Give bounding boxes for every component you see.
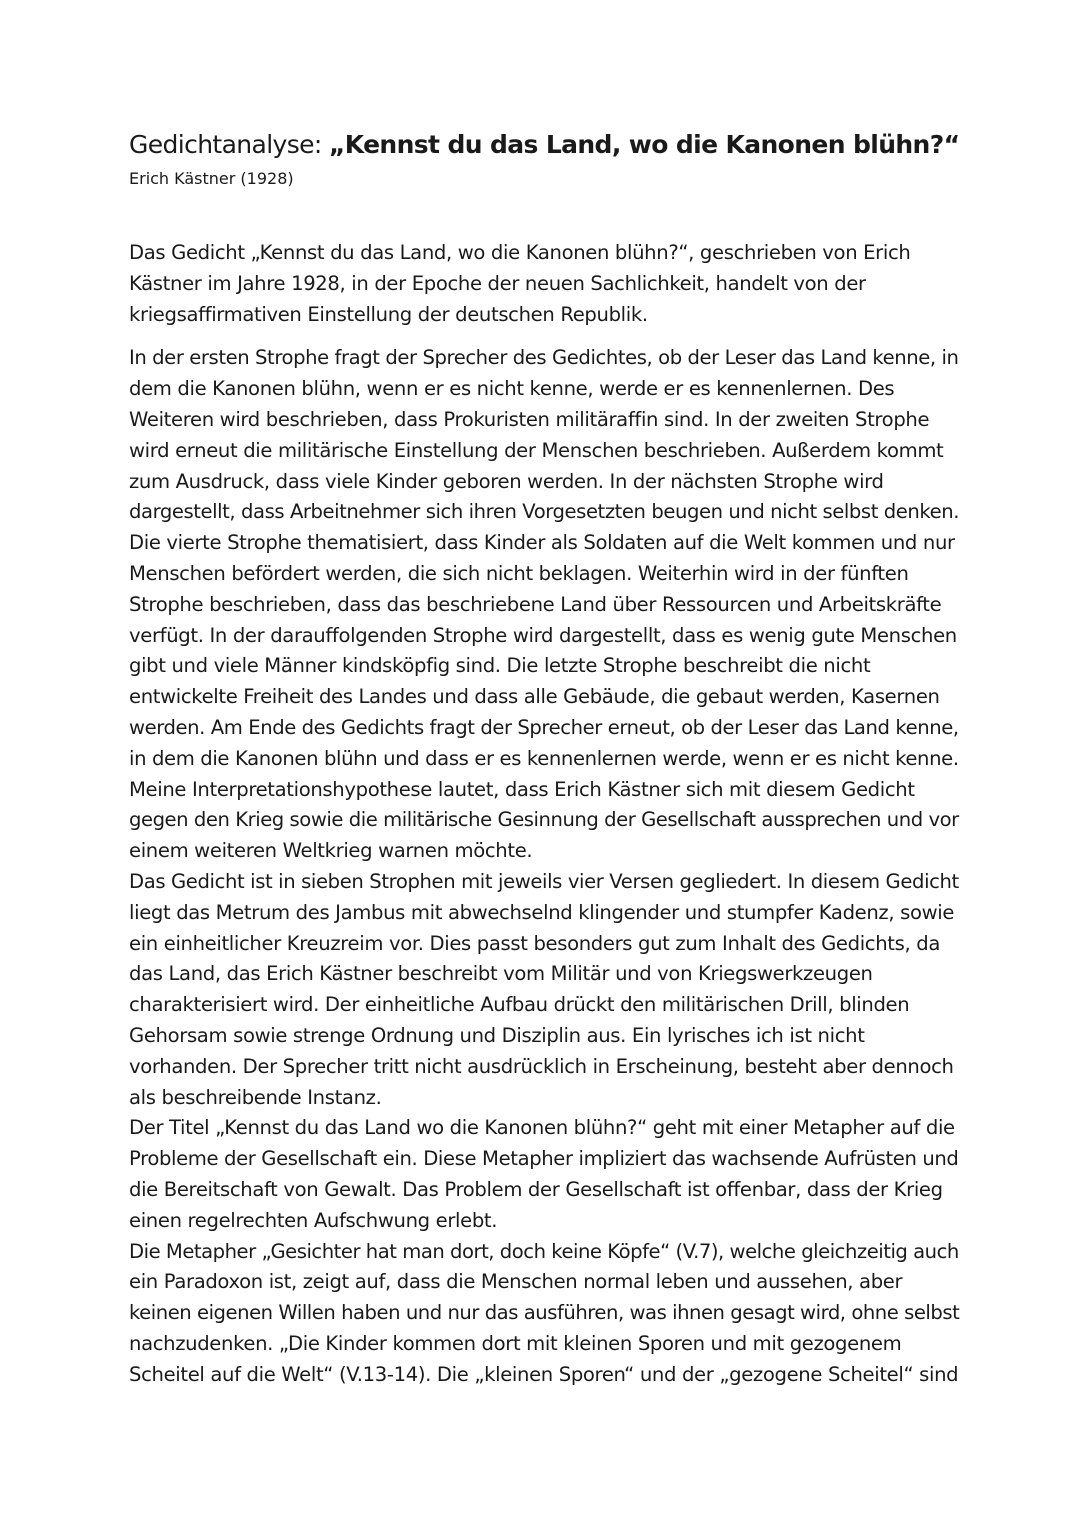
text-line: nachzudenken. „Die Kinder kommen dort mit kleinen Sporen und mit gezogenem <box>129 1331 902 1355</box>
text-line: verfügt. In der darauffolgenden Strophe wird dargestellt, dass es wenig gute Menschen <box>129 623 957 647</box>
text-line: wird erneut die militärische Einstellung der Menschen beschrieben. Außerdem kommt <box>129 438 944 462</box>
paragraph-summary <box>129 343 959 774</box>
title-poem-name: „Kennst du das Land, wo die Kanonen blühn?“ <box>328 130 960 159</box>
text-line: Strophe beschrieben, dass das beschriebene Land über Ressourcen und Arbeitskräfte <box>129 592 942 616</box>
text-line: liegt das Metrum des Jambus mit abwechselnd klingender und stumpfer Kadenz, sowie <box>129 900 955 924</box>
paragraph-metaphor-analysis <box>129 1237 959 1391</box>
text-line: Die vierte Strophe thematisiert, dass Kinder als Soldaten auf die Welt kommen und nur <box>129 531 955 555</box>
text-line: Kästner im Jahre 1928, in der Epoche der neuen Sachlichkeit, handelt von der <box>129 271 866 295</box>
paragraph-introduction <box>129 238 959 330</box>
text-line: gegen den Krieg sowie die militärische Gesinnung der Gesellschaft aussprechen und vor <box>129 808 959 832</box>
text-line: Das Gedicht „Kennst du das Land, wo die Kanonen blühn?“, geschrieben von Erich <box>129 241 911 264</box>
title-prefix: Gedichtanalyse: <box>129 130 329 159</box>
text-line: charakterisiert wird. Der einheitliche Aufbau drückt den militärischen Drill, blinden <box>129 993 910 1017</box>
text-line: Meine Interpretationshypothese lautet, dass Erich Kästner sich mit diesem Gedicht <box>129 777 915 801</box>
text-line: das Land, das Erich Kästner beschreibt vom Militär und von Kriegswerkzeugen <box>129 962 873 986</box>
document-subtitle: Erich Kästner (1928) <box>129 169 294 188</box>
document-title <box>129 128 959 162</box>
text-line: einen regelrechten Aufschwung erlebt. <box>129 1208 498 1232</box>
text-line: Gehorsam sowie strenge Ordnung und Disziplin aus. Ein lyrisches ich ist nicht <box>129 1023 865 1047</box>
text-line: Probleme der Gesellschaft ein. Diese Metapher impliziert das wachsende Aufrüsten und <box>129 1147 959 1171</box>
text-line: kriegsaffirmativen Einstellung der deutschen Republik. <box>129 302 648 326</box>
text-line: Die Metapher „Gesichter hat man dort, doch keine Köpfe“ (V.7), welche gleichzeitig auch <box>129 1239 959 1263</box>
text-line: Das Gedicht ist in sieben Strophen mit jeweils vier Versen gegliedert. In diesem Gedicht <box>129 869 959 893</box>
document-body <box>129 238 959 1390</box>
text-line: Menschen befördert werden, die sich nicht beklagen. Weiterhin wird in der fünften <box>129 561 909 585</box>
text-line: ein einheitlicher Kreuzreim vor. Dies passt besonders gut zum Inhalt des Gedichts, da <box>129 931 940 955</box>
paragraph-form <box>129 867 959 1113</box>
text-line: dem die Kanonen blühn, wenn er es nicht kenne, werde er es kennenlernen. Des <box>129 377 895 401</box>
text-line: Weiteren wird beschrieben, dass Prokuristen militäraffin sind. In der zweiten Strophe <box>129 407 930 431</box>
text-line: entwickelte Freiheit des Landes und dass alle Gebäude, die gebaut werden, Kasernen <box>129 685 940 709</box>
document-page <box>129 128 959 1390</box>
text-line: als beschreibende Instanz. <box>129 1085 382 1109</box>
text-line: ein Paradoxon ist, zeigt auf, dass die Menschen normal leben und aussehen, aber <box>129 1270 903 1294</box>
text-line: In der ersten Strophe fragt der Sprecher des Gedichtes, ob der Leser das Land kenne, in <box>129 346 959 370</box>
text-line: Scheitel auf die Welt“ (V.13-14). Die „kleinen Sporen“ und der „gezogene Scheitel“ sind <box>129 1362 959 1386</box>
text-line: vorhanden. Der Sprecher tritt nicht ausdrücklich in Erscheinung, besteht aber dennoch <box>129 1054 954 1078</box>
paragraph-title-analysis <box>129 1113 959 1236</box>
text-line: keinen eigenen Willen haben und nur das ausführen, was ihnen gesagt wird, ohne selbst <box>129 1301 960 1325</box>
text-line: zum Ausdruck, dass viele Kinder geboren werden. In der nächsten Strophe wird <box>129 469 884 493</box>
text-line: werden. Am Ende des Gedichts fragt der Sprecher erneut, ob der Leser das Land kenne, <box>129 715 959 739</box>
text-line: in dem die Kanonen blühn und dass er es kennenlernen werde, wenn er es nicht kenne. <box>129 746 959 770</box>
text-line: einem weiteren Weltkrieg warnen möchte. <box>129 839 533 863</box>
text-line: die Bereitschaft von Gewalt. Das Problem der Gesellschaft ist offenbar, dass der Krieg <box>129 1177 943 1201</box>
text-line: Der Titel „Kennst du das Land wo die Kanonen blühn?“ geht mit einer Metapher auf die <box>129 1116 955 1140</box>
paragraph-hypothesis <box>129 775 959 867</box>
text-line: dargestellt, dass Arbeitnehmer sich ihren Vorgesetzten beugen und nicht selbst denken. <box>129 500 959 524</box>
text-line: gibt und viele Männer kindsköpfig sind. Die letzte Strophe beschreibt die nicht <box>129 654 871 678</box>
